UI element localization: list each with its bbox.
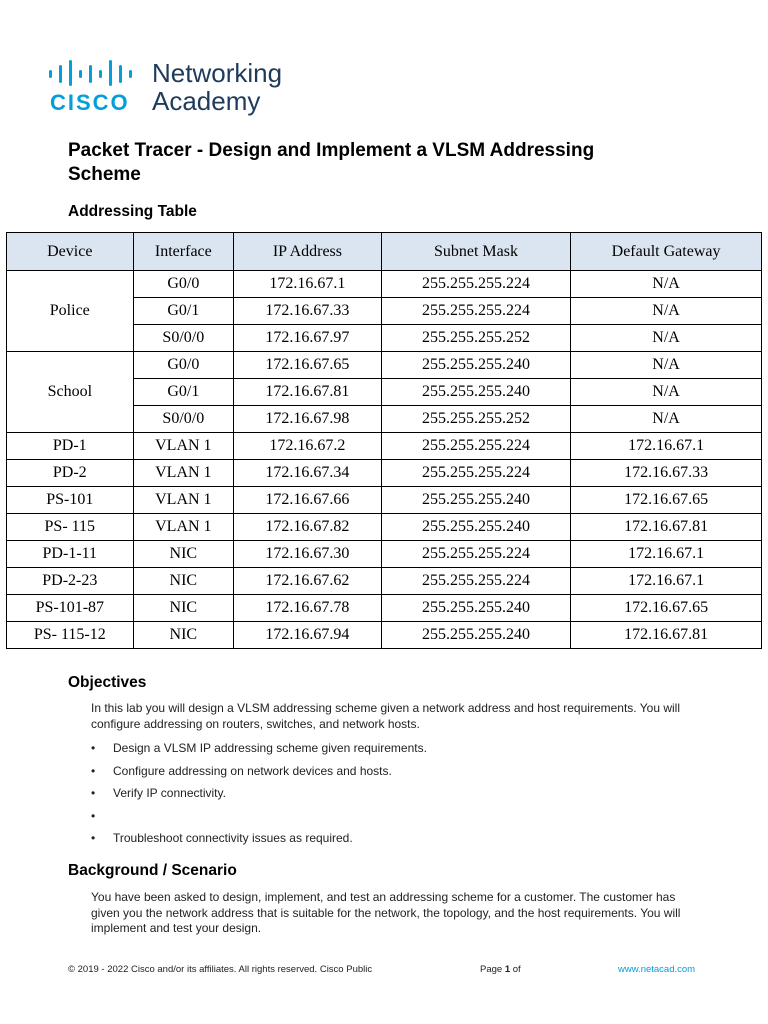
page-number: 1 [504, 964, 511, 975]
cell-interface: NIC [133, 541, 234, 568]
cell-ip-address: 172.16.67.1 [234, 271, 382, 298]
addressing-table [6, 232, 762, 649]
table-row [7, 595, 762, 622]
cell-device: PS-101-87 [7, 595, 134, 622]
cell-default-gateway: N/A [571, 352, 762, 379]
cell-ip-address: 172.16.67.94 [234, 622, 382, 649]
cell-interface: S0/0/0 [133, 325, 234, 352]
list-item [91, 783, 691, 806]
table-row [7, 460, 762, 487]
table-row [7, 433, 762, 460]
cell-ip-address: 172.16.67.82 [234, 514, 382, 541]
logo-networking-text: Networking [152, 58, 283, 88]
cell-interface: G0/1 [133, 298, 234, 325]
list-item [91, 761, 691, 784]
column-header-subnet-mask: Subnet Mask [381, 233, 570, 271]
cell-subnet-mask: 255.255.255.240 [381, 379, 570, 406]
cell-interface: VLAN 1 [133, 514, 234, 541]
objectives-list [91, 738, 691, 851]
background-heading: Background / Scenario [68, 862, 237, 879]
cell-default-gateway: 172.16.67.1 [571, 568, 762, 595]
footer-copyright: © 2019 - 2022 Cisco and/or its affiliates. All rights reserved. Cisco Public [68, 964, 373, 975]
cell-default-gateway: 172.16.67.81 [571, 514, 762, 541]
table-row [7, 514, 762, 541]
objectives-intro: In this lab you will design a VLSM addressing scheme given a network address and host requirements. You will configure addressing on routers, switches, and network hosts. [91, 701, 680, 731]
cell-ip-address: 172.16.67.2 [234, 433, 382, 460]
cell-device: PS-101 [7, 487, 134, 514]
document-title: Packet Tracer - Design and Implement a VLSM Addressing Scheme [68, 140, 595, 185]
table-row [7, 568, 762, 595]
footer-page-number [480, 964, 521, 975]
cell-subnet-mask: 255.255.255.252 [381, 406, 570, 433]
cell-subnet-mask: 255.255.255.224 [381, 271, 570, 298]
objectives-heading: Objectives [68, 674, 147, 691]
footer-website-link[interactable]: www.netacad.com [618, 964, 696, 975]
objective-text: Troubleshoot connectivity issues as required. [113, 831, 353, 845]
cell-ip-address: 172.16.67.81 [234, 379, 382, 406]
column-header-ip-address: IP Address [234, 233, 382, 271]
cell-ip-address: 172.16.67.30 [234, 541, 382, 568]
cell-subnet-mask: 255.255.255.240 [381, 595, 570, 622]
table-row [7, 622, 762, 649]
cell-ip-address: 172.16.67.34 [234, 460, 382, 487]
cell-default-gateway: 172.16.67.65 [571, 595, 762, 622]
cell-default-gateway: N/A [571, 325, 762, 352]
cell-ip-address: 172.16.67.62 [234, 568, 382, 595]
cell-interface: NIC [133, 568, 234, 595]
cell-device: PS- 115 [7, 514, 134, 541]
page-of-label: of [510, 964, 521, 975]
cell-device: PD-1-11 [7, 541, 134, 568]
cell-interface: VLAN 1 [133, 433, 234, 460]
cell-ip-address: 172.16.67.33 [234, 298, 382, 325]
bullet-icon: • [91, 786, 96, 800]
cell-device: PD-2 [7, 460, 134, 487]
bullet-icon: • [91, 808, 96, 823]
cell-device: PS- 115-12 [7, 622, 134, 649]
cell-interface: VLAN 1 [133, 487, 234, 514]
cisco-wordmark: CISCO [50, 90, 130, 115]
bullet-icon: • [91, 741, 96, 755]
cell-interface: NIC [133, 622, 234, 649]
table-row [7, 352, 762, 379]
list-item [91, 738, 691, 761]
cell-interface: G0/1 [133, 379, 234, 406]
cell-subnet-mask: 255.255.255.224 [381, 568, 570, 595]
cisco-networking-academy-logo [48, 58, 308, 118]
objective-text: Configure addressing on network devices and hosts. [113, 763, 392, 778]
addressing-table-heading: Addressing Table [68, 203, 197, 220]
cell-interface: VLAN 1 [133, 460, 234, 487]
cell-default-gateway: N/A [571, 271, 762, 298]
column-header-interface: Interface [133, 233, 234, 271]
column-header-default-gateway: Default Gateway [571, 233, 762, 271]
cell-subnet-mask: 255.255.255.240 [381, 514, 570, 541]
bullet-icon: • [91, 763, 96, 778]
cell-default-gateway: 172.16.67.65 [571, 487, 762, 514]
addressing-table-body [7, 271, 762, 649]
cell-ip-address: 172.16.67.65 [234, 352, 382, 379]
cell-ip-address: 172.16.67.78 [234, 595, 382, 622]
bullet-icon: • [91, 831, 96, 845]
cell-ip-address: 172.16.67.97 [234, 325, 382, 352]
objective-text: Verify IP connectivity. [113, 786, 226, 800]
cell-interface: NIC [133, 595, 234, 622]
cell-default-gateway: 172.16.67.33 [571, 460, 762, 487]
cell-device: PD-1 [7, 433, 134, 460]
cell-subnet-mask: 255.255.255.240 [381, 352, 570, 379]
table-header-row [7, 233, 762, 271]
list-item [91, 806, 691, 829]
table-row [7, 487, 762, 514]
cell-device: Police [7, 271, 134, 352]
cisco-bridge-bars-icon [48, 60, 140, 86]
cell-default-gateway: 172.16.67.81 [571, 622, 762, 649]
cell-subnet-mask: 255.255.255.240 [381, 622, 570, 649]
cell-subnet-mask: 255.255.255.224 [381, 433, 570, 460]
cell-default-gateway: 172.16.67.1 [571, 541, 762, 568]
cell-subnet-mask: 255.255.255.224 [381, 460, 570, 487]
cell-interface: G0/0 [133, 271, 234, 298]
table-row [7, 271, 762, 298]
cell-interface: S0/0/0 [133, 406, 234, 433]
logo-academy-text: Academy [152, 86, 261, 116]
background-text: You have been asked to design, implement, and test an addressing scheme for a customer. The customer has given you the network address that is suitable for the network, the topology, and the host requirements. You will implement and test your design. [91, 890, 681, 935]
column-header-device: Device [7, 233, 134, 271]
cell-interface: G0/0 [133, 352, 234, 379]
cell-default-gateway: 172.16.67.1 [571, 433, 762, 460]
list-item [91, 828, 691, 851]
table-row [7, 541, 762, 568]
cell-default-gateway: N/A [571, 406, 762, 433]
cell-subnet-mask: 255.255.255.240 [381, 487, 570, 514]
cell-subnet-mask: 255.255.255.252 [381, 325, 570, 352]
cell-device: School [7, 352, 134, 433]
cell-ip-address: 172.16.67.66 [234, 487, 382, 514]
cell-device: PD-2-23 [7, 568, 134, 595]
page-label: Page [480, 964, 505, 975]
cell-subnet-mask: 255.255.255.224 [381, 541, 570, 568]
cell-default-gateway: N/A [571, 298, 762, 325]
cell-ip-address: 172.16.67.98 [234, 406, 382, 433]
cell-default-gateway: N/A [571, 379, 762, 406]
cell-subnet-mask: 255.255.255.224 [381, 298, 570, 325]
objective-text: Design a VLSM IP addressing scheme given requirements. [113, 741, 427, 755]
